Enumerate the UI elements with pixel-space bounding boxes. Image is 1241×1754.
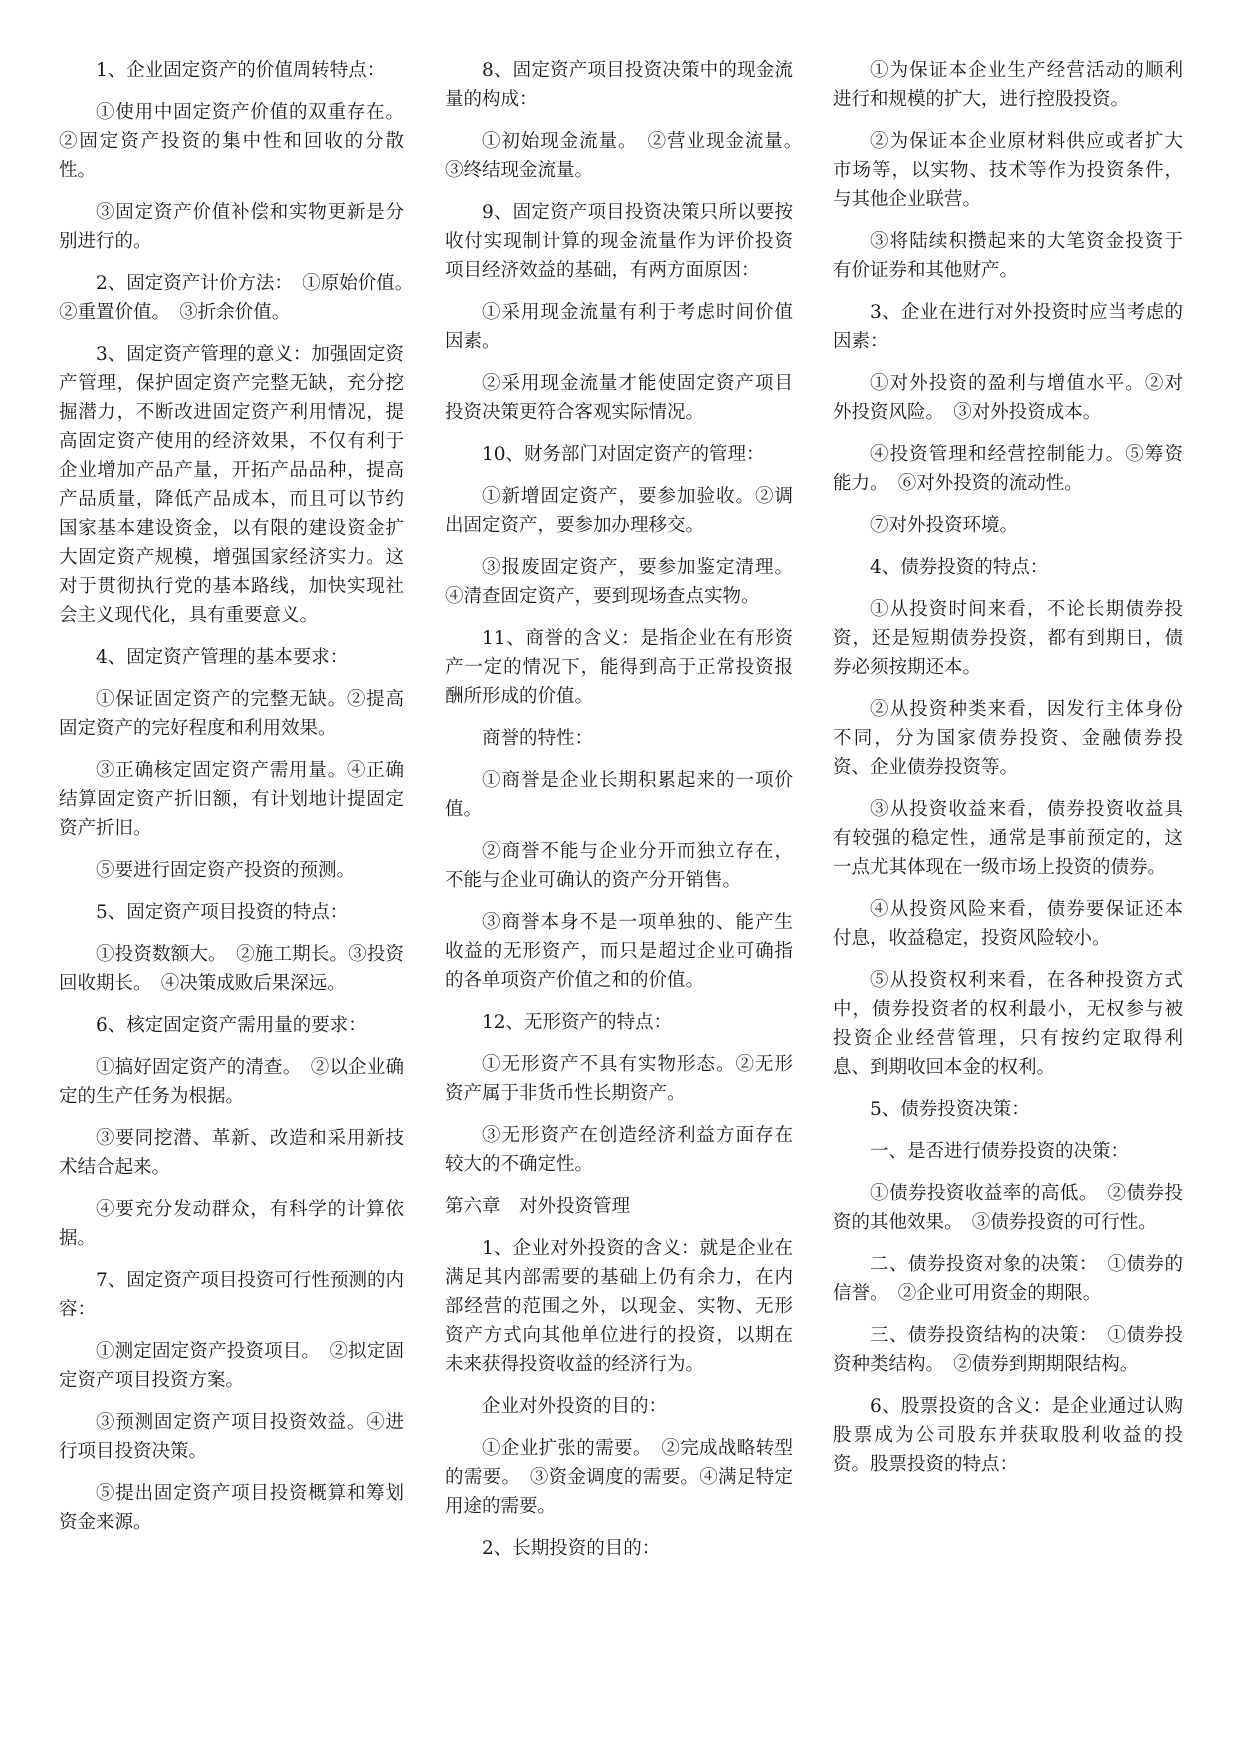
paragraph: ①保证固定资产的完整无缺。②提高固定资产的完好程度和利用效果。 <box>59 689 404 739</box>
paragraph: ②为保证本企业原材料供应或者扩大市场等，以实物、技术等作为投资条件，与其他企业联营。 <box>833 131 1183 210</box>
paragraph: ③无形资产在创造经济利益方面存在较大的不确定性。 <box>445 1125 793 1175</box>
paragraph: ②商誉不能与企业分开而独立存在，不能与企业可确认的资产分开销售。 <box>445 841 793 891</box>
paragraph: ①使用中固定资产价值的双重存在。②固定资产投资的集中性和回收的分散性。 <box>59 102 404 181</box>
paragraph: ①从投资时间来看，不论长期债券投资，还是短期债券投资，都有到期日，债券必须按期还本。 <box>833 599 1183 678</box>
paragraph: 5、固定资产项目投资的特点： <box>96 902 349 923</box>
paragraph: ①为保证本企业生产经营活动的顺利进行和规模的扩大，进行控股投资。 <box>833 60 1183 110</box>
paragraph: 3、固定资产管理的意义：加强固定资产管理，保护固定资产完整无缺，充分挖掘潜力，不断改进固定资产利用情况，提高固定资产使用的经济效果，不仅有利于企业增加产品产量，开拓产品品种，提高产品质量，降低产品成本，而且可以节约国家基本建设资金，以有限的建设资金扩大固定资产规模，增强国家经济实力。这对于贯彻执行党的基本路线，加快实现社会主义现代化，具有重要意义。 <box>59 344 404 626</box>
paragraph: ④投资管理和经营控制能力。⑤筹资能力。 ⑥对外投资的流动性。 <box>833 444 1183 494</box>
paragraph: ①投资数额大。 ②施工期长。③投资回收期长。 ④决策成败后果深远。 <box>59 944 404 994</box>
paragraph: ①新增固定资产，要参加验收。②调出固定资产，要参加办理移交。 <box>445 486 793 536</box>
paragraph: 5、债券投资决策： <box>870 1099 1030 1120</box>
paragraph: 4、债券投资的特点： <box>870 557 1049 578</box>
paragraph: 3、企业在进行对外投资时应当考虑的因素： <box>833 302 1183 352</box>
paragraph: ②采用现金流量才能使固定资产项目投资决策更符合客观实际情况。 <box>445 373 793 423</box>
paragraph: 10、财务部门对固定资产的管理： <box>482 444 765 465</box>
paragraph: ③固定资产价值补偿和实物更新是分别进行的。 <box>59 202 404 252</box>
paragraph: ⑤提出固定资产项目投资概算和筹划资金来源。 <box>59 1483 404 1533</box>
paragraph: 三、债券投资结构的决策： ①债券投资种类结构。 ②债券到期期限结构。 <box>833 1325 1183 1375</box>
paragraph: ⑤要进行固定资产投资的预测。 <box>96 860 356 881</box>
paragraph: ④要充分发动群众，有科学的计算依据。 <box>59 1199 404 1249</box>
paragraph: ④从投资风险来看，债券要保证还本付息，收益稳定，投资风险较小。 <box>833 899 1183 949</box>
paragraph: 二、债券投资对象的决策： ①债券的信誉。 ②企业可用资金的期限。 <box>833 1254 1183 1304</box>
paragraph: 1、企业固定资产的价值周转特点： <box>96 60 386 81</box>
paragraph: 12、无形资产的特点： <box>482 1012 673 1033</box>
paragraph: ③正确核定固定资产需用量。④正确结算固定资产折旧额，有计划地计提固定资产折旧。 <box>59 760 404 839</box>
paragraph: ③要同挖潜、革新、改造和采用新技术结合起来。 <box>59 1128 404 1178</box>
paragraph: ③报废固定资产，要参加鉴定清理。④清查固定资产，要到现场查点实物。 <box>445 557 793 607</box>
paragraph: 8、固定资产项目投资决策中的现金流量的构成： <box>445 60 793 110</box>
paragraph: 9、固定资产项目投资决策只所以要按收付实现制计算的现金流量作为评价投资项目经济效益的基础，有两方面原因： <box>445 202 793 281</box>
paragraph: ①商誉是企业长期积累起来的一项价值。 <box>445 770 793 820</box>
paragraph: 6、股票投资的含义：是企业通过认购股票成为公司股东并获取股利收益的投资。股票投资的特点： <box>833 1396 1183 1475</box>
paragraph: 11、商誉的含义：是指企业在有形资产一定的情况下，能得到高于正常投资报酬所形成的价值。 <box>445 628 793 707</box>
paragraph: ①企业扩张的需要。 ②完成战略转型的需要。 ③资金调度的需要。④满足特定用途的需要。 <box>445 1438 793 1517</box>
paragraph: 4、固定资产管理的基本要求： <box>96 647 349 668</box>
chapter-heading: 第六章 对外投资管理 <box>445 1196 631 1217</box>
paragraph: 企业对外投资的目的： <box>482 1396 668 1417</box>
paragraph: ③商誉本身不是一项单独的、能产生收益的无形资产，而只是超过企业可确指的各单项资产价值之和的价值。 <box>445 912 793 991</box>
paragraph: ③预测固定资产项目投资效益。④进行项目投资决策。 <box>59 1412 404 1462</box>
column-2 <box>445 56 812 1576</box>
paragraph: ⑦对外投资环境。 <box>870 515 1019 536</box>
paragraph: ③从投资收益来看，债券投资收益具有较强的稳定性，通常是事前预定的，这一点尤其体现在一级市场上投资的债券。 <box>833 799 1183 878</box>
column-3 <box>833 56 1183 1492</box>
column-1 <box>59 56 423 1550</box>
paragraph: ①测定固定资产投资项目。 ②拟定固定资产项目投资方案。 <box>59 1341 404 1391</box>
paragraph: ①初始现金流量。 ②营业现金流量。 ③终结现金流量。 <box>445 131 812 181</box>
paragraph: ②从投资种类来看，因发行主体身份不同，分为国家债券投资、金融债券投资、企业债券投资等。 <box>833 699 1183 778</box>
paragraph: ①债券投资收益率的高低。 ②债券投资的其他效果。 ③债券投资的可行性。 <box>833 1183 1183 1233</box>
paragraph: 1、企业对外投资的含义：就是企业在满足其内部需要的基础上仍有余力，在内部经营的范围之外，以现金、实物、无形资产方式向其他单位进行的投资，以期在未来获得投资收益的经济行为。 <box>445 1238 793 1375</box>
paragraph: ①采用现金流量有利于考虑时间价值因素。 <box>445 302 793 352</box>
paragraph: ⑤从投资权利来看，在各种投资方式中，债券投资者的权利最小，无权参与被投资企业经营管理，只有按约定取得利息、到期收回本金的权利。 <box>833 970 1183 1078</box>
paragraph: 2、固定资产计价方法： ①原始价值。 ②重置价值。 ③折余价值。 <box>59 273 423 323</box>
paragraph: ①对外投资的盈利与增值水平。②对外投资风险。 ③对外投资成本。 <box>833 373 1183 423</box>
paragraph: ①搞好固定资产的清查。 ②以企业确定的生产任务为根据。 <box>59 1057 404 1107</box>
paragraph: 商誉的特性： <box>482 728 594 749</box>
paragraph: 7、固定资产项目投资可行性预测的内容： <box>59 1270 404 1320</box>
paragraph: 6、核定固定资产需用量的要求： <box>96 1015 367 1036</box>
paragraph: ③将陆续积攒起来的大笔资金投资于有价证券和其他财产。 <box>833 231 1183 281</box>
paragraph: ①无形资产不具有实物形态。②无形资产属于非货币性长期资产。 <box>445 1054 793 1104</box>
paragraph: 一、是否进行债券投资的决策： <box>870 1141 1130 1162</box>
paragraph: 2、长期投资的目的： <box>482 1538 661 1559</box>
